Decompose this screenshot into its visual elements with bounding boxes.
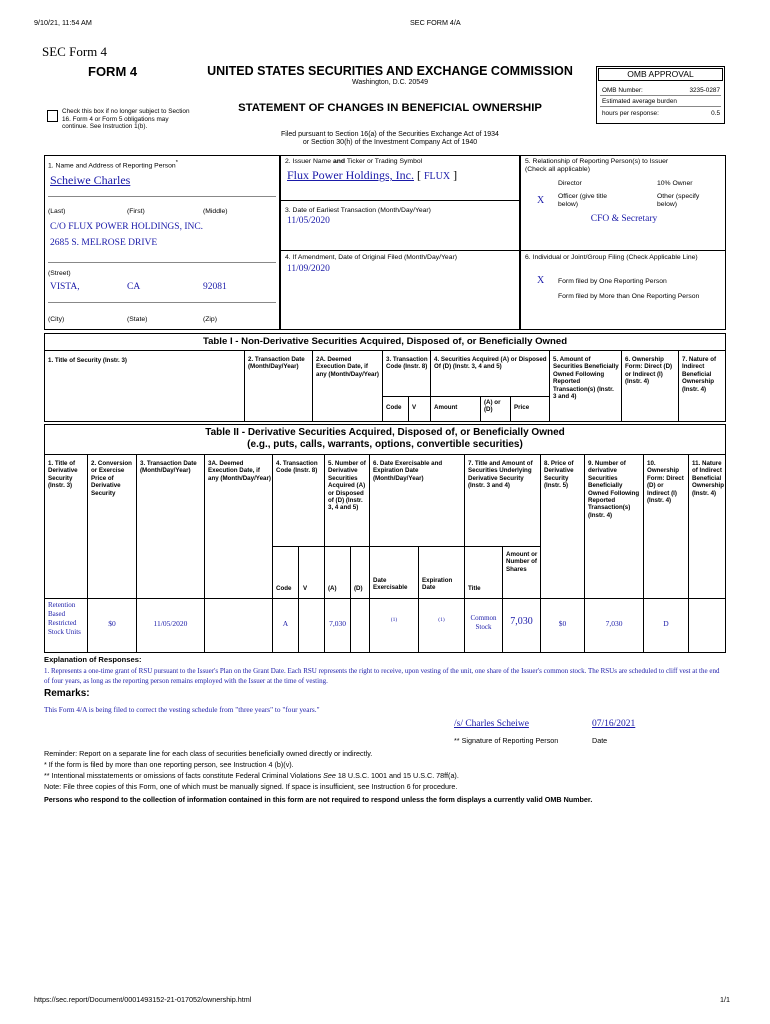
- relationship-label: 5. Relationship of Reporting Person(s) to Issuer (Check all applicable): [525, 158, 669, 173]
- t2-col-nature: 11. Nature of Indirect Beneficial Ownership (Instr. 4): [692, 460, 724, 497]
- t1-sub-a-or-d: (A) or (D): [484, 399, 501, 414]
- t2-sub-d: (D): [354, 585, 363, 592]
- filing-checkmark: X: [537, 275, 545, 286]
- relationship-box: [520, 155, 726, 330]
- t2-row-date: 11/05/2020: [153, 619, 188, 628]
- t2-col-deemed-date: 3A. Deemed Execution Date, if any (Month/Day/Year): [208, 460, 271, 482]
- t2-col-number: 5. Number of Derivative Securities Acquired (A) or Disposed of (D) (Instr. 3, 4 and 5): [328, 460, 366, 512]
- t2-sub-expiration: Expiration Date: [422, 577, 453, 592]
- officer-checkmark: X: [537, 195, 545, 206]
- t2-row-price: $0: [558, 619, 567, 628]
- t2-col-conversion: 2. Conversion or Exercise Price of Derivative Security: [91, 460, 132, 497]
- explanation-text: 1. Represents a one-time grant of RSU pursuant to the Issuer's Plan on the Grant Date. Each RSU represents the right to receive, upon vesting of the unit, one share of the Issuer's common stock. The RSUs are scheduled to cliff vest at the end of four years, as long as the reporting person remains employed with the Issuer at the time of vesting.: [44, 667, 720, 685]
- t2-sub-title: Title: [468, 585, 481, 592]
- address-line-1: C/O FLUX POWER HOLDINGS, INC.: [50, 222, 204, 232]
- t2-col-code: 4. Transaction Code (Instr. 8): [276, 460, 318, 475]
- t2-sub-code: Code: [276, 585, 292, 592]
- t2-col-transaction-date: 3. Transaction Date (Month/Day/Year): [140, 460, 197, 475]
- t2-row-security: Retention Based Restricted Stock Units: [48, 601, 81, 636]
- footnote-omb-notice: Persons who respond to the collection of information contained in this form are not required to respond unless the form displays a currently valid OMB Number.: [44, 795, 593, 804]
- t1-col-title: 1. Title of Security (Instr. 3): [48, 357, 127, 364]
- form-label: FORM 4: [88, 64, 138, 79]
- earliest-transaction-label: 3. Date of Earliest Transaction (Month/Day/Year): [285, 207, 431, 214]
- omb-hours-value: 0.5: [711, 110, 720, 117]
- footnote-1: * If the form is filed by more than one reporting person, see Instruction 4 (b)(v).: [44, 760, 294, 769]
- city-label: (City): [48, 316, 65, 323]
- t2-sub-a: (A): [328, 585, 337, 592]
- t2-row-title: Common Stock: [470, 614, 497, 631]
- amendment-label: 4. If Amendment, Date of Original Filed (Month/Day/Year): [285, 254, 458, 261]
- t2-row-owned: 7,030: [605, 619, 623, 628]
- reporting-person-name[interactable]: Scheiwe Charles: [50, 173, 131, 187]
- officer-title: CFO & Secretary: [590, 214, 658, 224]
- commission-location: Washington, D.C. 20549: [351, 79, 428, 86]
- t2-col-owned: 9. Number of derivative Securities Beneficially Owned Following Reported Transaction(s) (Instr. 4): [588, 460, 640, 519]
- t2-sub-amount-shares: Amount or Number of Shares: [506, 551, 538, 573]
- signature-date-label: Date: [592, 736, 608, 745]
- t2-col-price: 8. Price of Derivative Security (Instr. 5): [544, 460, 574, 490]
- table-2-title: Table II - Derivative Securities Acquired, Disposed of, or Beneficially Owned (e.g., puts, calls, warrants, options, convertible securities): [205, 427, 565, 450]
- reporting-person-label: 1. Name and Address of Reporting Person*: [48, 160, 178, 170]
- t1-sub-amount: Amount: [434, 404, 458, 411]
- remarks-text: This Form 4/A is being filed to correct the vesting schedule from "three years" to "four years.": [44, 705, 320, 714]
- state-label: (State): [127, 316, 148, 323]
- first-label: (First): [127, 208, 145, 215]
- signature-date: 07/16/2021: [592, 719, 636, 729]
- footnote-2: ** Intentional misstatements or omissions of facts constitute Federal Criminal Violations See 18 U.S.C. 1001 and 15 U.S.C. 78ff(a).: [44, 771, 459, 780]
- omb-hours-label: hours per response:: [602, 110, 659, 117]
- street-label: (Street): [48, 270, 71, 277]
- issuer-label: 2. Issuer Name and Ticker or Trading Symbol: [285, 158, 423, 165]
- t1-col-code: 3. Transaction Code (Instr. 8): [386, 356, 428, 371]
- t1-sub-code: Code: [386, 404, 402, 411]
- t2-row-shares: 7,030: [510, 616, 533, 627]
- city-value: VISTA,: [50, 282, 80, 292]
- print-datetime: 9/10/21, 11:54 AM: [34, 18, 92, 27]
- omb-burden-label: Estimated average burden: [602, 98, 677, 105]
- ten-percent-owner-option[interactable]: 10% Owner: [657, 180, 693, 187]
- no-longer-subject-checkbox[interactable]: [47, 110, 58, 122]
- t2-row-form: D: [663, 619, 669, 628]
- other-option[interactable]: Other (specify below): [657, 193, 700, 208]
- remarks-label: Remarks:: [44, 688, 90, 699]
- middle-label: (Middle): [203, 208, 228, 215]
- t1-col-transaction-date: 2. Transaction Date (Month/Day/Year): [248, 356, 305, 371]
- amendment-date: 11/09/2020: [287, 264, 330, 274]
- t1-sub-v: V: [412, 404, 417, 411]
- omb-number-value: 3235-0287: [689, 87, 720, 94]
- t1-col-acquired-disposed: 4. Securities Acquired (A) or Disposed Of (D) (Instr. 3, 4 and 5): [434, 356, 547, 371]
- print-url[interactable]: https://sec.report/Document/0001493152-21-017052/ownership.html: [34, 995, 252, 1004]
- checkbox-instruction: Check this box if no longer subject to Section 16. Form 4 or Form 5 obligations may continue. See Instruction 1(b).: [62, 108, 190, 131]
- t1-sub-price: Price: [514, 404, 530, 411]
- t2-sub-v: V: [303, 585, 308, 592]
- footnote-3: Note: File three copies of this Form, one of which must be manually signed. If space is insufficient, see Instruction 6 for procedure.: [44, 782, 458, 791]
- issuer-name[interactable]: Flux Power Holdings, Inc.: [287, 168, 414, 182]
- filing-label: 6. Individual or Joint/Group Filing (Check Applicable Line): [525, 254, 698, 261]
- t2-row-date-exercisable: (1): [390, 617, 398, 623]
- sec-form-label: SEC Form 4: [42, 44, 108, 59]
- state-value: CA: [127, 282, 141, 292]
- table-1-title: Table I - Non-Derivative Securities Acquired, Disposed of, or Beneficially Owned: [202, 336, 568, 347]
- address-line-2: 2685 S. MELROSE DRIVE: [50, 238, 158, 248]
- issuer-ticker: FLUX: [424, 171, 451, 182]
- t2-col-exercisable: 6. Date Exercisable and Expiration Date (Month/Day/Year): [373, 460, 443, 482]
- filed-pursuant-line-2: or Section 30(h) of the Investment Company Act of 1940: [302, 139, 478, 146]
- t2-col-title: 1. Title of Derivative Security (Instr. 3): [48, 460, 78, 490]
- last-label: (Last): [48, 208, 66, 215]
- zip-value: 92081: [203, 282, 227, 292]
- issuer-name-line: Flux Power Holdings, Inc. [ FLUX ]: [287, 168, 458, 182]
- t2-row-amount-a: 7,030: [329, 619, 346, 628]
- t1-col-ownership-form: 6. Ownership Form: Direct (D) or Indirect (I) (Instr. 4): [625, 356, 673, 386]
- print-page-number: 1/1: [720, 995, 730, 1004]
- signature-label: ** Signature of Reporting Person: [454, 736, 559, 745]
- t1-col-deemed-date: 2A. Deemed Execution Date, if any (Month/Day/Year): [316, 356, 379, 378]
- officer-option[interactable]: Officer (give title below): [558, 193, 607, 208]
- t2-row-conversion: $0: [108, 619, 116, 628]
- statement-title: STATEMENT OF CHANGES IN BENEFICIAL OWNERSHIP: [238, 102, 542, 114]
- footnote-reminder: Reminder: Report on a separate line for each class of securities beneficially owned directly or indirectly.: [44, 749, 373, 758]
- commission-title: UNITED STATES SECURITIES AND EXCHANGE COMMISSION: [207, 64, 573, 78]
- zip-label: (Zip): [203, 316, 217, 323]
- omb-title: OMB APPROVAL: [627, 69, 694, 79]
- t2-row-expiration: (1): [438, 617, 445, 623]
- t1-col-nature: 7. Nature of Indirect Beneficial Ownership (Instr. 4): [682, 356, 717, 393]
- t2-sub-date-exercisable: Date Exercisable: [373, 577, 408, 592]
- t2-col-underlying: 7. Title and Amount of Securities Underlying Derivative Security (Instr. 3 and 4): [468, 460, 533, 490]
- t2-col-ownership-form: 10. Ownership Form: Direct (D) or Indirect (I) (Instr. 4): [647, 460, 684, 505]
- t1-col-amount-owned: 5. Amount of Securities Beneficially Owned Following Reported Transaction(s) (Instr. 3 and 4): [553, 356, 619, 401]
- omb-number-label: OMB Number:: [602, 87, 643, 94]
- t2-row-code: A: [282, 619, 289, 628]
- signature-name: /s/ Charles Scheiwe: [454, 719, 529, 729]
- print-title: SEC FORM 4/A: [410, 18, 461, 27]
- filed-pursuant-line-1: Filed pursuant to Section 16(a) of the Securities Exchange Act of 1934: [281, 131, 499, 138]
- filing-one-person[interactable]: Form filed by One Reporting Person: [558, 278, 667, 285]
- filing-more-persons[interactable]: Form filed by More than One Reporting Person: [558, 293, 700, 300]
- explanation-label: Explanation of Responses:: [44, 655, 142, 664]
- earliest-transaction-date: 11/05/2020: [287, 216, 330, 226]
- director-option[interactable]: Director: [558, 180, 582, 187]
